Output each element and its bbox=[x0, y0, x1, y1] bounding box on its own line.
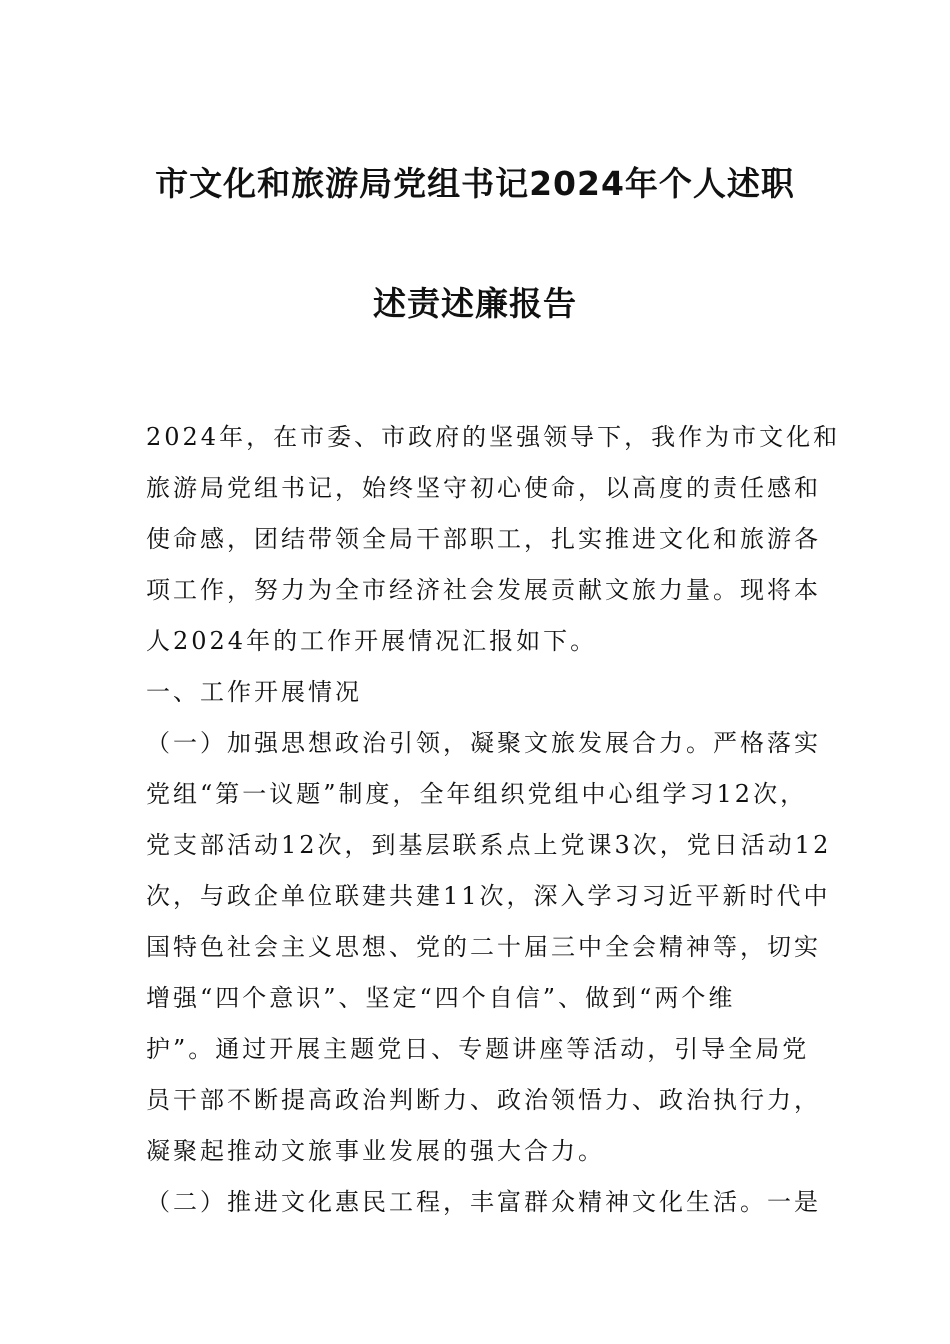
body-line: 凝聚起推动文旅事业发展的强大合力。 bbox=[146, 1137, 605, 1165]
body-line: 员干部不断提高政治判断力、政治领悟力、政治执行力， bbox=[146, 1086, 821, 1114]
section-heading: 一、工作开展情况 bbox=[146, 678, 362, 706]
body-line: 项工作，努力为全市经济社会发展贡献文旅力量。现将本 bbox=[146, 576, 821, 604]
body-line: 旅游局党组书记，始终坚守初心使命，以高度的责任感和 bbox=[146, 474, 821, 502]
body-line: 护”。通过开展主题党日、专题讲座等活动，引导全局党 bbox=[146, 1035, 810, 1063]
body-line: 国特色社会主义思想、党的二十届三中全会精神等，切实 bbox=[146, 933, 821, 961]
document-title-line-2: 述责述廉报告 bbox=[373, 284, 577, 323]
body-line: 次，与政企单位联建共建11次，深入学习习近平新时代中 bbox=[146, 882, 831, 910]
document-title-line-1: 市文化和旅游局党组书记2024年个人述职 bbox=[155, 164, 795, 203]
body-line: 党组“第一议题”制度，全年组织党组中心组学习12次， bbox=[146, 780, 808, 808]
document-body bbox=[146, 412, 841, 1228]
body-line: （二）推进文化惠民工程，丰富群众精神文化生活。一是 bbox=[146, 1188, 821, 1216]
body-line: （一）加强思想政治引领，凝聚文旅发展合力。严格落实 bbox=[146, 729, 821, 757]
body-line: 使命感，团结带领全局干部职工，扎实推进文化和旅游各 bbox=[146, 525, 821, 553]
body-line: 党支部活动12次，到基层联系点上党课3次，党日活动12 bbox=[146, 831, 832, 859]
body-line: 人2024年的工作开展情况汇报如下。 bbox=[146, 627, 598, 655]
body-line: 增强“四个意识”、坚定“四个自信”、做到“两个维 bbox=[146, 984, 736, 1012]
body-line: 2024年，在市委、市政府的坚强领导下，我作为市文化和 bbox=[146, 423, 841, 451]
